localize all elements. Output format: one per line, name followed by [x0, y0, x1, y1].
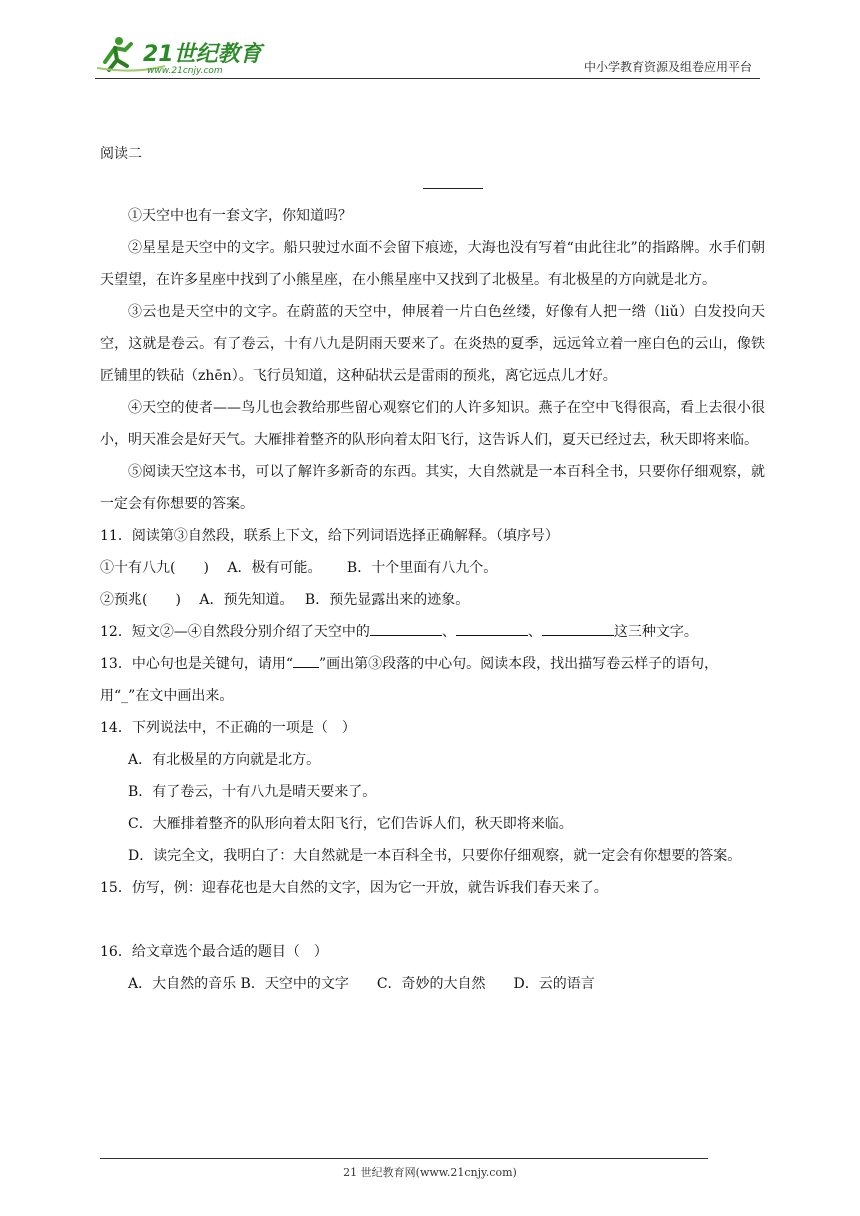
question-12-end: 这三种文字。: [613, 624, 698, 640]
question-13-line-2: 用“_”在文中画出来。: [100, 688, 234, 704]
footer-rule: [100, 1158, 708, 1159]
question-14: 14．下列说法中，不正确的一项是（ ）: [100, 720, 356, 736]
question-14-option-b: B．有了卷云，十有八九是晴天要来了。: [128, 784, 377, 800]
question-16: 16．给文章选个最合适的题目（ ）: [100, 944, 328, 960]
logo: [95, 32, 265, 76]
section-title: 阅读二: [100, 146, 142, 162]
footer-text: 21 世纪教育网(www.21cnjy.com): [343, 1166, 517, 1179]
title-underline: [423, 170, 483, 189]
question-14-option-c: C．大雁排着整齐的队形向着太阳飞行，它们告诉人们，秋天即将来临。: [128, 816, 573, 832]
question-13: [100, 648, 765, 680]
passage-paragraph-5: ⑤阅读天空这本书，可以了解许多新奇的东西。其实，大自然就是一本百科全书，只要你仔细观察，就一定会有你想要的答案。: [100, 464, 765, 512]
underline-sample: [293, 653, 319, 668]
question-13-text-a: 13．中心句也是关键句，请用“: [100, 656, 293, 672]
separator: 、: [527, 624, 542, 640]
question-11-item-a: ①十有八九( ) A．极有可能。 B．十个里面有八九个。: [100, 560, 498, 576]
passage-paragraph-1: ①天空中也有一套文字，你知道吗？: [128, 208, 352, 224]
header-tagline: 中小学教育资源及组卷应用平台: [583, 60, 752, 74]
answer-blank-3[interactable]: [542, 621, 614, 636]
question-15: 15．仿写，例：迎春花也是大自然的文字，因为它一开放，就告诉我们春天来了。: [100, 880, 608, 896]
svg-text:www.21cnjy.com: www.21cnjy.com: [147, 66, 223, 76]
title-blank: [100, 170, 765, 200]
question-13-text-b: ”画出第③段落的中心句。阅读本段，找出描写卷云样子的语句，: [318, 656, 719, 672]
question-12-text: 12．短文②—④自然段分别介绍了天空中的: [100, 624, 370, 640]
question-14-option-a: A．有北极星的方向就是北方。: [128, 752, 321, 768]
passage-paragraph-2: ②星星是天空中的文字。船只驶过水面不会留下痕迹，大海也没有写着“由此往北”的指路牌。水手们朝天望望，在许多星座中找到了小熊星座，在小熊星座中又找到了北极星。有北极星的方向就是北方。: [100, 240, 765, 288]
question-12: [100, 616, 765, 648]
answer-blank-2[interactable]: [456, 621, 528, 636]
passage-paragraph-3: ③云也是天空中的文字。在蔚蓝的天空中，伸展着一片白色丝缕，好像有人把一绺（liǔ）白发投向天空，这就是卷云。有了卷云，十有八九是阴雨天要来了。在炎热的夏季，远远耸立着一座白色的云山，像铁匠铺里的铁砧（zhēn）。飞行员知道，这种砧状云是雷雨的预兆，离它远点儿才好。: [100, 304, 765, 384]
separator: 、: [441, 624, 456, 640]
question-11: 11．阅读第③自然段，联系上下文，给下列词语选择正确解释。（填序号）: [100, 528, 559, 544]
svg-text:21世纪教育: 21世纪教育: [143, 42, 262, 67]
page-header: [95, 32, 760, 79]
answer-space[interactable]: [100, 904, 765, 936]
question-14-option-d: D．读完全文，我明白了：大自然就是一本百科全书，只要你仔细观察，就一定会有你想要的答案。: [128, 848, 742, 864]
question-11-item-b: ②预兆( ) A．预先知道。 B．预先显露出来的迹象。: [100, 592, 470, 608]
passage-paragraph-4: ④天空的使者——鸟儿也会教给那些留心观察它们的人许多知识。燕子在空中飞得很高，看上去很小很小，明天准会是好天气。大雁排着整齐的队形向着太阳飞行，这告诉人们，夏天已经过去，秋天即将来临。: [100, 400, 765, 448]
question-16-options: A．大自然的音乐 B．天空中的文字 C．奇妙的大自然 D．云的语言: [128, 976, 595, 992]
answer-blank-1[interactable]: [370, 621, 442, 636]
document-body: [100, 138, 765, 1000]
